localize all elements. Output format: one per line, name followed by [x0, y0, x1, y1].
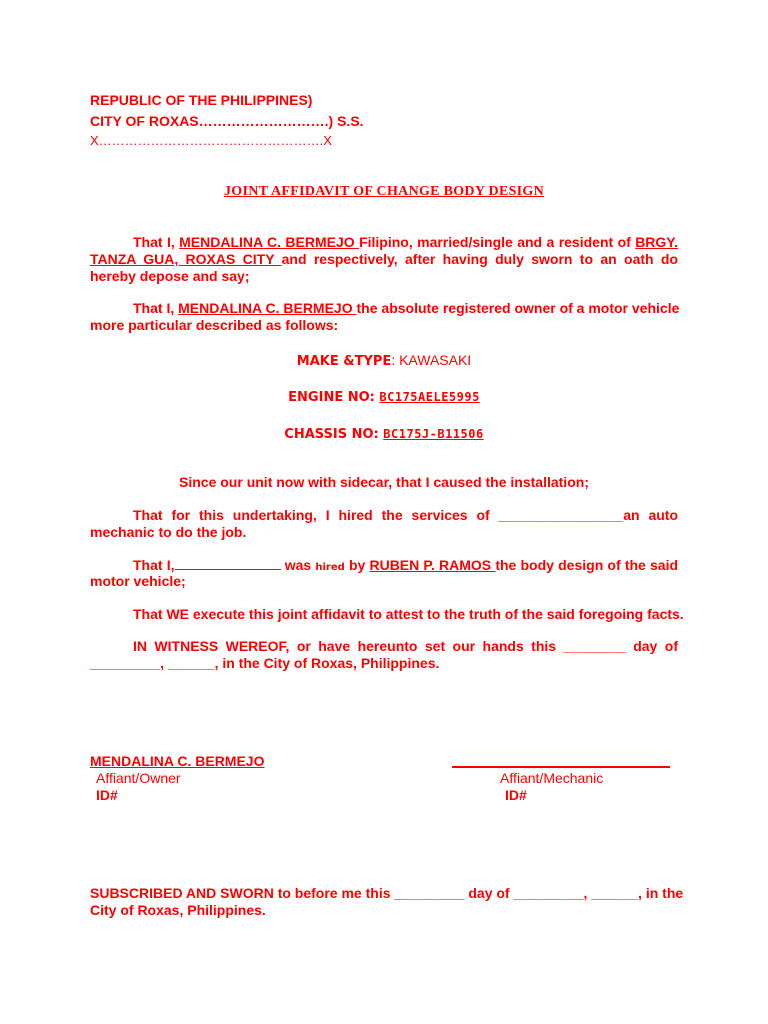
- para3-text-a: That for this undertaking, I hired the services of: [133, 507, 499, 523]
- para1-line3: hereby depose and say;: [90, 268, 250, 284]
- para4-line2: motor vehicle;: [90, 573, 186, 589]
- para1-line2: [90, 251, 678, 268]
- affiant-id: ID#: [96, 787, 118, 803]
- address-brgy: BRGY.: [635, 234, 678, 250]
- para2-line2: more particular described as follows:: [90, 317, 339, 333]
- para3-text-b: an auto: [623, 507, 678, 523]
- engine-value: BC175AELE5995: [379, 390, 480, 404]
- document-title: JOINT AFFIDAVIT OF CHANGE BODY DESIGN: [223, 184, 545, 199]
- witness-blank-day: ________: [563, 638, 626, 654]
- mechanic-id: ID#: [505, 787, 527, 803]
- para2-line1: [90, 300, 678, 317]
- vehicle-make: [90, 352, 678, 370]
- chassis-label: CHASSIS NO:: [284, 427, 384, 442]
- para4-hired: hired: [315, 562, 345, 573]
- ruben-name: RUBEN P. RAMOS: [369, 557, 496, 573]
- make-value: : KAWASAKI: [391, 352, 472, 368]
- para4-by: by: [344, 557, 370, 573]
- para4-was: was: [280, 557, 316, 573]
- para1-text-a: That I,: [133, 234, 180, 250]
- para2-text-a: That I,: [133, 300, 179, 316]
- witness-line2: _________, ______, in the City of Roxas, Philippines.: [90, 655, 440, 671]
- mechanic-blank: ________________: [498, 507, 624, 523]
- para4-text-b: the body design of the said: [495, 557, 679, 573]
- para4-text-a: That I,: [133, 557, 175, 573]
- para1-line1: [90, 234, 678, 251]
- make-label: MAKE &TYPE: [296, 354, 392, 369]
- address-city: TANZA GUA, ROXAS CITY: [90, 251, 282, 267]
- para5: That WE execute this joint affidavit to attest to the truth of the said foregoing facts.: [133, 606, 684, 622]
- header-republic: REPUBLIC OF THE PHILIPPINES): [90, 92, 313, 108]
- engine-label: ENGINE NO:: [288, 390, 380, 405]
- affiant-name-2: MENDALINA C. BERMEJO: [178, 300, 357, 316]
- affiant-signature-name: MENDALINA C. BERMEJO: [90, 753, 265, 769]
- para1-text-b: Filipino, married/single and a resident of: [359, 234, 636, 250]
- chassis-value: BC175J-B11506: [383, 427, 484, 441]
- mechanic-signature-line: [452, 766, 670, 768]
- para3-line2: mechanic to do the job.: [90, 524, 247, 540]
- header-x-line: X…………………………………………….X: [90, 133, 332, 148]
- para1-text-c: and respectively, after having duly sworn to an oath do: [281, 251, 678, 267]
- witness-line1: [90, 638, 678, 655]
- para3-line1: [90, 507, 678, 524]
- vehicle-chassis: [90, 425, 678, 443]
- vehicle-engine: [90, 388, 678, 406]
- sidecar-statement: Since our unit now with sidecar, that I caused the installation;: [179, 474, 589, 490]
- affiant-role: Affiant/Owner: [96, 770, 181, 786]
- jurat-line2: City of Roxas, Philippines.: [90, 902, 266, 918]
- jurat-line1: SUBSCRIBED AND SWORN to before me this _________ day of _________, ______, in the: [90, 885, 684, 901]
- header-city: CITY OF ROXAS……………………….) S.S.: [90, 113, 364, 129]
- mechanic-name-blank: [175, 556, 281, 570]
- para2-text-b: the absolute registered owner of a motor vehicle: [356, 300, 680, 316]
- mechanic-role: Affiant/Mechanic: [500, 770, 604, 786]
- witness-text-b: day of: [625, 638, 678, 654]
- affiant-name-1: MENDALINA C. BERMEJO: [179, 234, 360, 250]
- witness-text-a: IN WITNESS WEREOF, or have hereunto set our hands this: [133, 638, 564, 654]
